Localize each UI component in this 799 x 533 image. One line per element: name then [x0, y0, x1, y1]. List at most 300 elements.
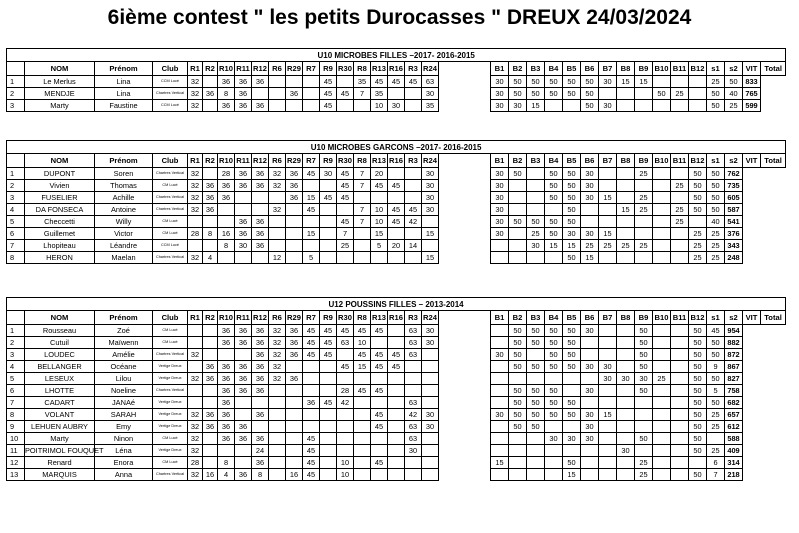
score-cell	[491, 361, 509, 373]
score-cell: 35	[422, 100, 439, 112]
score-cell	[509, 180, 527, 192]
score-cell	[671, 168, 689, 180]
score-cell	[388, 433, 405, 445]
score-cell: 32	[269, 373, 286, 385]
score-cell: 50	[509, 421, 527, 433]
score-cell	[203, 349, 218, 361]
spacer-cell	[439, 457, 491, 469]
score-cell: 50	[563, 337, 581, 349]
section-title-row	[7, 298, 786, 311]
score-cell: 7	[354, 204, 371, 216]
score-cell	[581, 204, 599, 216]
score-cell: 36	[235, 337, 252, 349]
score-cell	[689, 76, 707, 88]
score-cell	[635, 180, 653, 192]
score-cell: 45	[320, 76, 337, 88]
score-cell: 36	[235, 421, 252, 433]
score-cell	[371, 192, 388, 204]
score-cell: 32	[188, 421, 203, 433]
score-cell: 30	[599, 361, 617, 373]
score-cell	[491, 397, 509, 409]
total-cell: 682	[725, 397, 743, 409]
total-cell: 867	[725, 361, 743, 373]
score-cell: 36	[235, 373, 252, 385]
score-cell: 10	[371, 100, 388, 112]
score-cell: 50	[527, 325, 545, 337]
score-cell	[388, 445, 405, 457]
header-cell: B6	[581, 154, 599, 168]
score-cell	[653, 216, 671, 228]
club-cell: Vertige Dreux	[153, 397, 188, 409]
header-cell: B9	[635, 154, 653, 168]
score-cell: 36	[252, 385, 269, 397]
table-row	[7, 433, 786, 445]
score-cell: 12	[269, 252, 286, 264]
score-cell: 50	[635, 361, 653, 373]
score-cell	[545, 445, 563, 457]
score-cell: 10	[354, 337, 371, 349]
header-cell: B1	[491, 154, 509, 168]
score-cell: 36	[286, 168, 303, 180]
score-cell: 25	[707, 228, 725, 240]
score-cell	[491, 433, 509, 445]
score-cell	[286, 385, 303, 397]
club-cell: Chartres Vertical	[153, 469, 188, 481]
table-row	[7, 361, 786, 373]
header-cell: VIT	[743, 311, 761, 325]
score-cell: 45	[303, 204, 320, 216]
score-cell	[527, 192, 545, 204]
score-cell	[286, 252, 303, 264]
score-cell	[617, 337, 635, 349]
header-cell: B8	[617, 62, 635, 76]
score-cell: 63	[405, 421, 422, 433]
score-cell: 50	[689, 349, 707, 361]
club-cell: CCM Lucé	[153, 76, 188, 88]
total-cell: 762	[725, 168, 743, 180]
score-cell: 30	[422, 168, 439, 180]
header-cell: B12	[689, 154, 707, 168]
score-cell	[337, 204, 354, 216]
score-cell: 30	[599, 76, 617, 88]
header-cell: R9	[320, 311, 337, 325]
total-cell: 735	[725, 180, 743, 192]
rank-cell: 5	[7, 216, 25, 228]
firstname-cell: Soren	[95, 168, 153, 180]
firstname-cell: Léandre	[95, 240, 153, 252]
score-cell	[388, 469, 405, 481]
table-row	[7, 88, 786, 100]
score-cell	[545, 204, 563, 216]
header-cell: s1	[707, 154, 725, 168]
total-cell: 833	[743, 76, 761, 88]
header-cell: B7	[599, 154, 617, 168]
firstname-cell: Amélie	[95, 349, 153, 361]
score-cell: 30	[599, 100, 617, 112]
score-cell	[320, 457, 337, 469]
score-cell	[269, 192, 286, 204]
score-cell: 36	[203, 88, 218, 100]
score-cell: 36	[203, 361, 218, 373]
score-cell	[527, 445, 545, 457]
table-row	[7, 445, 786, 457]
score-cell: 7	[354, 88, 371, 100]
total-cell: 827	[725, 373, 743, 385]
score-cell: 45	[354, 349, 371, 361]
score-cell: 8	[218, 88, 235, 100]
score-cell	[671, 192, 689, 204]
score-cell	[599, 216, 617, 228]
score-cell: 36	[235, 180, 252, 192]
score-cell	[203, 385, 218, 397]
score-cell: 25	[635, 168, 653, 180]
firstname-cell: Emy	[95, 421, 153, 433]
score-cell: 30	[388, 100, 405, 112]
score-cell	[653, 180, 671, 192]
firstname-cell: Noeline	[95, 385, 153, 397]
spacer-cell	[439, 337, 491, 349]
score-cell	[286, 445, 303, 457]
header-cell: Total	[761, 62, 786, 76]
header-cell: B3	[527, 311, 545, 325]
total-cell: 657	[725, 409, 743, 421]
score-cell: 30	[509, 100, 527, 112]
score-cell	[269, 76, 286, 88]
score-cell	[671, 457, 689, 469]
score-cell	[527, 168, 545, 180]
header-cell: R8	[354, 62, 371, 76]
score-cell	[599, 421, 617, 433]
rank-cell: 3	[7, 192, 25, 204]
score-cell: 25	[671, 204, 689, 216]
header-cell: R29	[286, 154, 303, 168]
score-cell	[599, 469, 617, 481]
score-cell	[422, 397, 439, 409]
name-cell: MENDJE	[25, 88, 95, 100]
firstname-cell: Willy	[95, 216, 153, 228]
score-cell: 45	[388, 204, 405, 216]
spacer-cell	[439, 349, 491, 361]
score-cell: 25	[707, 409, 725, 421]
score-cell: 30	[581, 361, 599, 373]
score-cell	[635, 397, 653, 409]
spacer-cell	[439, 421, 491, 433]
score-cell	[405, 361, 422, 373]
score-cell	[320, 409, 337, 421]
score-cell: 50	[563, 88, 581, 100]
header-cell: Total	[761, 311, 786, 325]
header-cell: B5	[563, 311, 581, 325]
header-cell: B4	[545, 154, 563, 168]
score-cell: 50	[563, 397, 581, 409]
score-cell	[689, 457, 707, 469]
score-cell: 45	[371, 361, 388, 373]
score-cell: 63	[405, 433, 422, 445]
spacer-cell	[439, 240, 491, 252]
score-cell: 30	[635, 373, 653, 385]
score-cell: 30	[422, 409, 439, 421]
score-cell	[635, 100, 653, 112]
rank-cell: 2	[7, 88, 25, 100]
score-cell: 50	[689, 325, 707, 337]
table-row	[7, 337, 786, 349]
score-cell: 30	[491, 349, 509, 361]
score-cell: 30	[581, 409, 599, 421]
score-cell: 16	[218, 228, 235, 240]
header-cell: B12	[689, 311, 707, 325]
score-cell: 30	[491, 228, 509, 240]
score-cell	[188, 325, 203, 337]
score-cell: 45	[371, 180, 388, 192]
score-cell	[203, 337, 218, 349]
total-cell: 376	[725, 228, 743, 240]
score-cell: 45	[320, 100, 337, 112]
score-cell	[653, 385, 671, 397]
firstname-cell: Victor	[95, 228, 153, 240]
score-cell	[581, 349, 599, 361]
name-cell: Guillemet	[25, 228, 95, 240]
rank-cell: 9	[7, 421, 25, 433]
score-cell	[599, 397, 617, 409]
score-cell	[617, 469, 635, 481]
name-cell: Renard	[25, 457, 95, 469]
score-cell: 32	[269, 168, 286, 180]
name-cell: Vivien	[25, 180, 95, 192]
score-cell: 30	[581, 385, 599, 397]
score-cell: 45	[388, 349, 405, 361]
total-cell: 587	[725, 204, 743, 216]
club-cell: CCM Lucé	[153, 100, 188, 112]
score-cell	[188, 397, 203, 409]
score-cell	[599, 385, 617, 397]
score-cell	[653, 397, 671, 409]
score-cell	[491, 445, 509, 457]
score-cell: 45	[371, 76, 388, 88]
score-cell: 36	[203, 204, 218, 216]
header-cell: R6	[269, 154, 286, 168]
score-cell	[509, 469, 527, 481]
score-cell: 25	[689, 228, 707, 240]
table-u12-filles	[6, 297, 786, 481]
rank-cell: 11	[7, 445, 25, 457]
score-cell	[405, 180, 422, 192]
score-cell	[371, 252, 388, 264]
spacer-cell	[439, 469, 491, 481]
score-cell: 45	[371, 385, 388, 397]
spacer-cell	[439, 62, 491, 76]
score-cell	[491, 373, 509, 385]
score-cell: 45	[320, 337, 337, 349]
score-cell	[388, 421, 405, 433]
score-cell	[354, 457, 371, 469]
score-cell	[491, 252, 509, 264]
score-cell: 36	[218, 192, 235, 204]
score-cell: 45	[337, 325, 354, 337]
score-cell: 30	[491, 88, 509, 100]
score-cell: 36	[286, 325, 303, 337]
score-cell	[545, 252, 563, 264]
score-cell: 50	[689, 168, 707, 180]
score-cell: 30	[422, 337, 439, 349]
score-cell	[218, 445, 235, 457]
header-cell: R29	[286, 311, 303, 325]
score-cell: 32	[188, 433, 203, 445]
score-cell	[388, 457, 405, 469]
score-cell: 30	[491, 100, 509, 112]
score-cell: 25	[635, 457, 653, 469]
total-cell: 599	[743, 100, 761, 112]
score-cell	[617, 180, 635, 192]
header-cell: B6	[581, 311, 599, 325]
score-cell: 50	[527, 409, 545, 421]
score-cell	[653, 240, 671, 252]
score-cell	[388, 337, 405, 349]
score-cell	[337, 76, 354, 88]
score-cell	[653, 168, 671, 180]
score-cell: 15	[422, 228, 439, 240]
firstname-cell: Léna	[95, 445, 153, 457]
score-cell: 50	[545, 325, 563, 337]
score-cell: 50	[563, 180, 581, 192]
score-cell	[581, 373, 599, 385]
score-cell: 8	[218, 240, 235, 252]
score-cell: 25	[337, 240, 354, 252]
score-cell	[337, 409, 354, 421]
total-cell: 872	[725, 349, 743, 361]
score-cell: 15	[581, 252, 599, 264]
score-cell	[388, 252, 405, 264]
score-cell: 45	[371, 421, 388, 433]
score-cell: 25	[635, 240, 653, 252]
score-cell	[617, 100, 635, 112]
score-cell: 32	[188, 76, 203, 88]
score-cell	[509, 192, 527, 204]
rank-cell: 2	[7, 337, 25, 349]
score-cell: 32	[188, 204, 203, 216]
score-cell: 50	[545, 385, 563, 397]
score-cell: 15	[599, 228, 617, 240]
header-cell: VIT	[743, 154, 761, 168]
score-cell: 32	[269, 361, 286, 373]
header-cell: B7	[599, 311, 617, 325]
score-cell: 50	[545, 88, 563, 100]
score-cell	[653, 192, 671, 204]
score-cell: 50	[563, 168, 581, 180]
score-cell	[388, 192, 405, 204]
score-cell: 24	[252, 445, 269, 457]
header-cell: NOM	[25, 311, 95, 325]
score-cell	[581, 337, 599, 349]
score-cell: 45	[354, 385, 371, 397]
score-cell	[671, 385, 689, 397]
club-cell: Chartres Vertical	[153, 349, 188, 361]
score-cell: 32	[269, 204, 286, 216]
score-cell: 50	[707, 192, 725, 204]
score-cell	[527, 252, 545, 264]
score-cell	[269, 457, 286, 469]
score-cell: 15	[617, 204, 635, 216]
name-cell: HERON	[25, 252, 95, 264]
score-cell: 45	[371, 409, 388, 421]
table-row	[7, 397, 786, 409]
header-cell: s2	[725, 154, 743, 168]
score-cell	[405, 457, 422, 469]
score-cell	[188, 337, 203, 349]
score-cell: 45	[320, 349, 337, 361]
score-cell	[286, 457, 303, 469]
spacer-cell	[439, 216, 491, 228]
table-row	[7, 421, 786, 433]
total-cell: 612	[725, 421, 743, 433]
score-cell	[689, 100, 707, 112]
score-cell: 30	[617, 373, 635, 385]
score-cell	[286, 409, 303, 421]
score-cell	[617, 216, 635, 228]
score-cell	[405, 88, 422, 100]
score-cell	[320, 180, 337, 192]
table-row	[7, 373, 786, 385]
score-cell: 15	[303, 192, 320, 204]
firstname-cell: Thomas	[95, 180, 153, 192]
score-cell	[635, 88, 653, 100]
score-cell: 50	[635, 433, 653, 445]
header-cell: R9	[320, 62, 337, 76]
score-cell	[422, 445, 439, 457]
score-cell	[303, 421, 320, 433]
header-cell: R16	[388, 311, 405, 325]
score-cell: 30	[422, 88, 439, 100]
score-cell	[286, 361, 303, 373]
score-cell	[269, 216, 286, 228]
name-cell: DA FONSECA	[25, 204, 95, 216]
score-cell: 30	[491, 216, 509, 228]
total-cell: 314	[725, 457, 743, 469]
score-cell	[303, 100, 320, 112]
firstname-cell: Ninon	[95, 433, 153, 445]
score-cell: 36	[218, 180, 235, 192]
score-cell	[563, 373, 581, 385]
score-cell	[269, 100, 286, 112]
score-cell: 36	[252, 361, 269, 373]
score-cell: 50	[689, 192, 707, 204]
score-cell: 36	[303, 397, 320, 409]
score-cell: 45	[388, 180, 405, 192]
score-cell: 50	[689, 445, 707, 457]
table-row	[7, 385, 786, 397]
score-cell	[218, 252, 235, 264]
score-cell	[422, 361, 439, 373]
score-cell	[617, 349, 635, 361]
score-cell	[337, 252, 354, 264]
score-cell: 7	[354, 180, 371, 192]
club-cell: CCM Lucé	[153, 240, 188, 252]
header-cell: R3	[405, 311, 422, 325]
score-cell: 32	[269, 325, 286, 337]
score-cell: 30	[491, 180, 509, 192]
score-cell: 50	[563, 192, 581, 204]
score-cell: 25	[725, 100, 743, 112]
score-cell: 30	[599, 373, 617, 385]
score-cell: 50	[509, 337, 527, 349]
score-cell: 42	[405, 216, 422, 228]
header-cell: B10	[653, 62, 671, 76]
score-cell: 30	[491, 409, 509, 421]
spacer-cell	[439, 361, 491, 373]
score-cell: 36	[235, 325, 252, 337]
score-cell: 50	[545, 180, 563, 192]
score-cell	[303, 216, 320, 228]
score-cell	[707, 433, 725, 445]
